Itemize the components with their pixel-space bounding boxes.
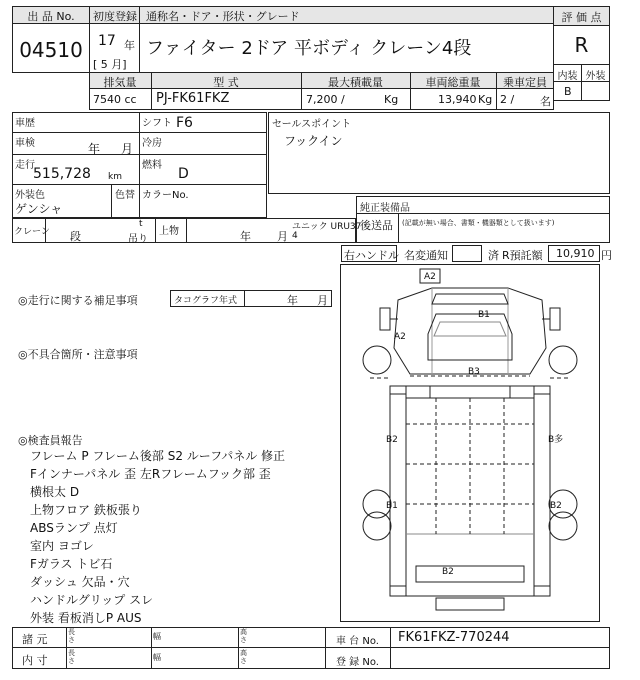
shift-label: シフト — [142, 118, 172, 129]
name-label: 通称名・ドア・形状・グレード — [146, 10, 300, 23]
info-divider — [139, 112, 140, 218]
crane-label: クレーン — [14, 227, 50, 237]
fuel-label: 燃料 — [142, 160, 162, 171]
cab-roof — [432, 294, 508, 304]
ac-label: 冷房 — [142, 138, 162, 149]
color-code-label: カラーNo. — [142, 190, 189, 201]
crane-divider — [155, 218, 156, 243]
damage-mark: B2 — [550, 501, 562, 511]
genuine-label: 純正装備品 — [360, 203, 410, 214]
front-right-wheel — [549, 346, 577, 374]
dims-label: 諸 元 — [22, 633, 48, 646]
mileage-unit: km — [108, 172, 122, 182]
gross-unit: Kg — [478, 93, 493, 106]
damage-mark: A2 — [424, 272, 436, 282]
tax-unit: 円 — [601, 249, 612, 262]
reg-no-label: 登 録 No. — [336, 657, 379, 668]
tachograph-divider — [244, 290, 245, 307]
cab-outline — [394, 288, 546, 374]
deck-maker: ユニック URU37 — [292, 222, 362, 232]
sales-point-label: セールスポイント — [272, 119, 352, 130]
capacity-unit: 名 — [540, 95, 551, 108]
tax-prefix: 済 — [488, 249, 499, 262]
footer-divider — [325, 627, 326, 669]
damage-mark: B1 — [386, 501, 398, 511]
first-reg-label: 初度登録 — [93, 10, 137, 23]
inspector-line: 横根太 D — [30, 485, 80, 499]
right-mirror — [550, 308, 560, 330]
length-label: 長さ — [68, 628, 75, 644]
color: ゲンシャ — [15, 202, 63, 216]
gross-label: 車両総重量 — [425, 76, 481, 89]
inspection-year: 年 — [88, 142, 101, 156]
crane-ton-unit: t — [139, 219, 143, 229]
name-change-label: 名変通知 — [404, 249, 448, 262]
damage-mark: B2 — [442, 567, 454, 577]
inspector-line: ハンドルグリップ スレ — [30, 593, 154, 607]
aftermarket-label: 後送品 — [360, 219, 393, 232]
footer-divider — [390, 627, 391, 669]
inspector-line: 室内 ヨゴレ — [30, 539, 94, 553]
aftermarket-note: (記載が無い場合、書類・機器類として扱います) — [402, 219, 555, 227]
model: PJ-FK61FKZ — [156, 91, 230, 106]
history-label: 車歴 — [15, 118, 35, 129]
truck-diagram — [340, 264, 600, 622]
inspector-line: 上物フロア 鉄板張り — [30, 503, 142, 517]
rear-bumper — [436, 598, 504, 610]
windshield — [428, 314, 512, 360]
info-divider — [12, 154, 267, 155]
lot-no-label: 出 品 No. — [27, 10, 75, 23]
footer-divider — [238, 627, 239, 669]
damage-mark: A2 — [394, 332, 406, 342]
defects-label: ◎不具合箇所・注意事項 — [18, 348, 138, 361]
footer-grid — [12, 627, 610, 669]
footer-divider — [12, 647, 610, 648]
info-divider — [111, 184, 112, 218]
crane-stage-unit: 段 — [70, 230, 81, 243]
width-label: 幅 — [153, 653, 161, 662]
displacement: 7540 cc — [93, 93, 137, 106]
exterior-grade-cell — [581, 81, 610, 101]
deck-label: 上物 — [159, 226, 179, 237]
mileage: 515,728 — [33, 166, 91, 182]
mileage-label: 走行 — [15, 160, 35, 171]
max-load: 7,200 / — [306, 93, 345, 106]
inspection-label: 車検 — [15, 138, 35, 149]
grade-label: 評 価 点 — [561, 11, 602, 24]
chassis-no: FK61FKZ-770244 — [398, 630, 510, 645]
inspector-line: Fガラス トビ石 — [30, 557, 113, 571]
rear-right-wheel-2 — [549, 512, 577, 540]
inspector-line: ABSランプ 点灯 — [30, 521, 118, 535]
fuel: D — [178, 166, 189, 182]
tachograph-year: 年 — [287, 294, 298, 307]
footer-divider — [151, 627, 152, 669]
car-name: ファイター 2ドア 平ボディ クレーン4段 — [146, 38, 472, 59]
grade-value: R — [574, 33, 589, 57]
aftermarket-divider — [398, 213, 399, 243]
width-label: 幅 — [153, 632, 161, 641]
max-load-label: 最大積載量 — [328, 76, 383, 89]
damage-mark: B1 — [478, 310, 490, 320]
color-no-label: 色替 — [115, 190, 135, 201]
info-divider — [12, 184, 267, 185]
front-left-wheel — [363, 346, 391, 374]
lot-no: 04510 — [19, 38, 83, 62]
left-mirror — [380, 308, 390, 330]
deck-year: 年 — [240, 230, 251, 243]
damage-mark: B2 — [386, 435, 398, 445]
driving-remarks-label: ◎走行に関する補足事項 — [18, 294, 138, 307]
damage-mark: B多 — [548, 435, 564, 445]
damage-mark: B3 — [468, 367, 480, 377]
deck-stage: 4 — [292, 231, 298, 241]
rear-left-wheel-2 — [363, 512, 391, 540]
length-label: 長さ — [68, 649, 75, 665]
steering: 右ハンドル — [344, 249, 399, 262]
capacity: 2 / — [500, 93, 515, 106]
inspector-report-label: ◎検査員報告 — [18, 434, 83, 447]
interior-label: 内装 — [557, 71, 578, 82]
deck-month: 月 — [277, 230, 288, 243]
model-label: 型 式 — [213, 76, 239, 89]
inspector-line: フレーム P フレーム後部 S2 ルーフパネル 修正 — [30, 449, 286, 463]
exterior-label: 外装 — [585, 71, 606, 82]
tax-label: R預託額 — [502, 249, 543, 262]
crane-divider — [186, 218, 187, 243]
crane-hoist-label: 吊り — [128, 234, 148, 245]
inspection-month: 月 — [121, 142, 134, 156]
max-load-unit: Kg — [384, 93, 399, 106]
height-label: 高さ — [240, 628, 247, 644]
displacement-label: 排気量 — [103, 76, 137, 89]
tachograph-month: 月 — [317, 294, 328, 307]
info-divider — [12, 132, 267, 133]
tax-value: 10,910 — [556, 247, 595, 260]
color-label: 外装色 — [15, 190, 45, 201]
reg-month: [ 5 月] — [93, 58, 127, 71]
rear-gate — [416, 566, 524, 582]
inspector-line: ダッシュ 欠品・穴 — [30, 575, 130, 589]
inspector-line: 外装 看板消しP AUS — [30, 611, 142, 625]
gross: 13,940 — [438, 93, 477, 106]
reg-year-unit: 年 — [124, 39, 135, 52]
name-change-box — [452, 245, 482, 262]
inspector-line: Fインナーパネル 歪 左Rフレームフック部 歪 — [30, 467, 271, 481]
reg-year: 17 — [98, 33, 116, 49]
tachograph-label: タコグラフ年式 — [174, 296, 238, 306]
interior-dims-label: 内 寸 — [22, 654, 48, 667]
sales-point: フックイン — [284, 134, 343, 148]
footer-divider — [66, 627, 67, 669]
shift: F6 — [176, 115, 193, 131]
interior-grade: B — [564, 85, 572, 98]
chassis-label: 車 台 No. — [336, 636, 379, 647]
capacity-label: 乗車定員 — [503, 76, 547, 89]
height-label: 高さ — [240, 649, 247, 665]
